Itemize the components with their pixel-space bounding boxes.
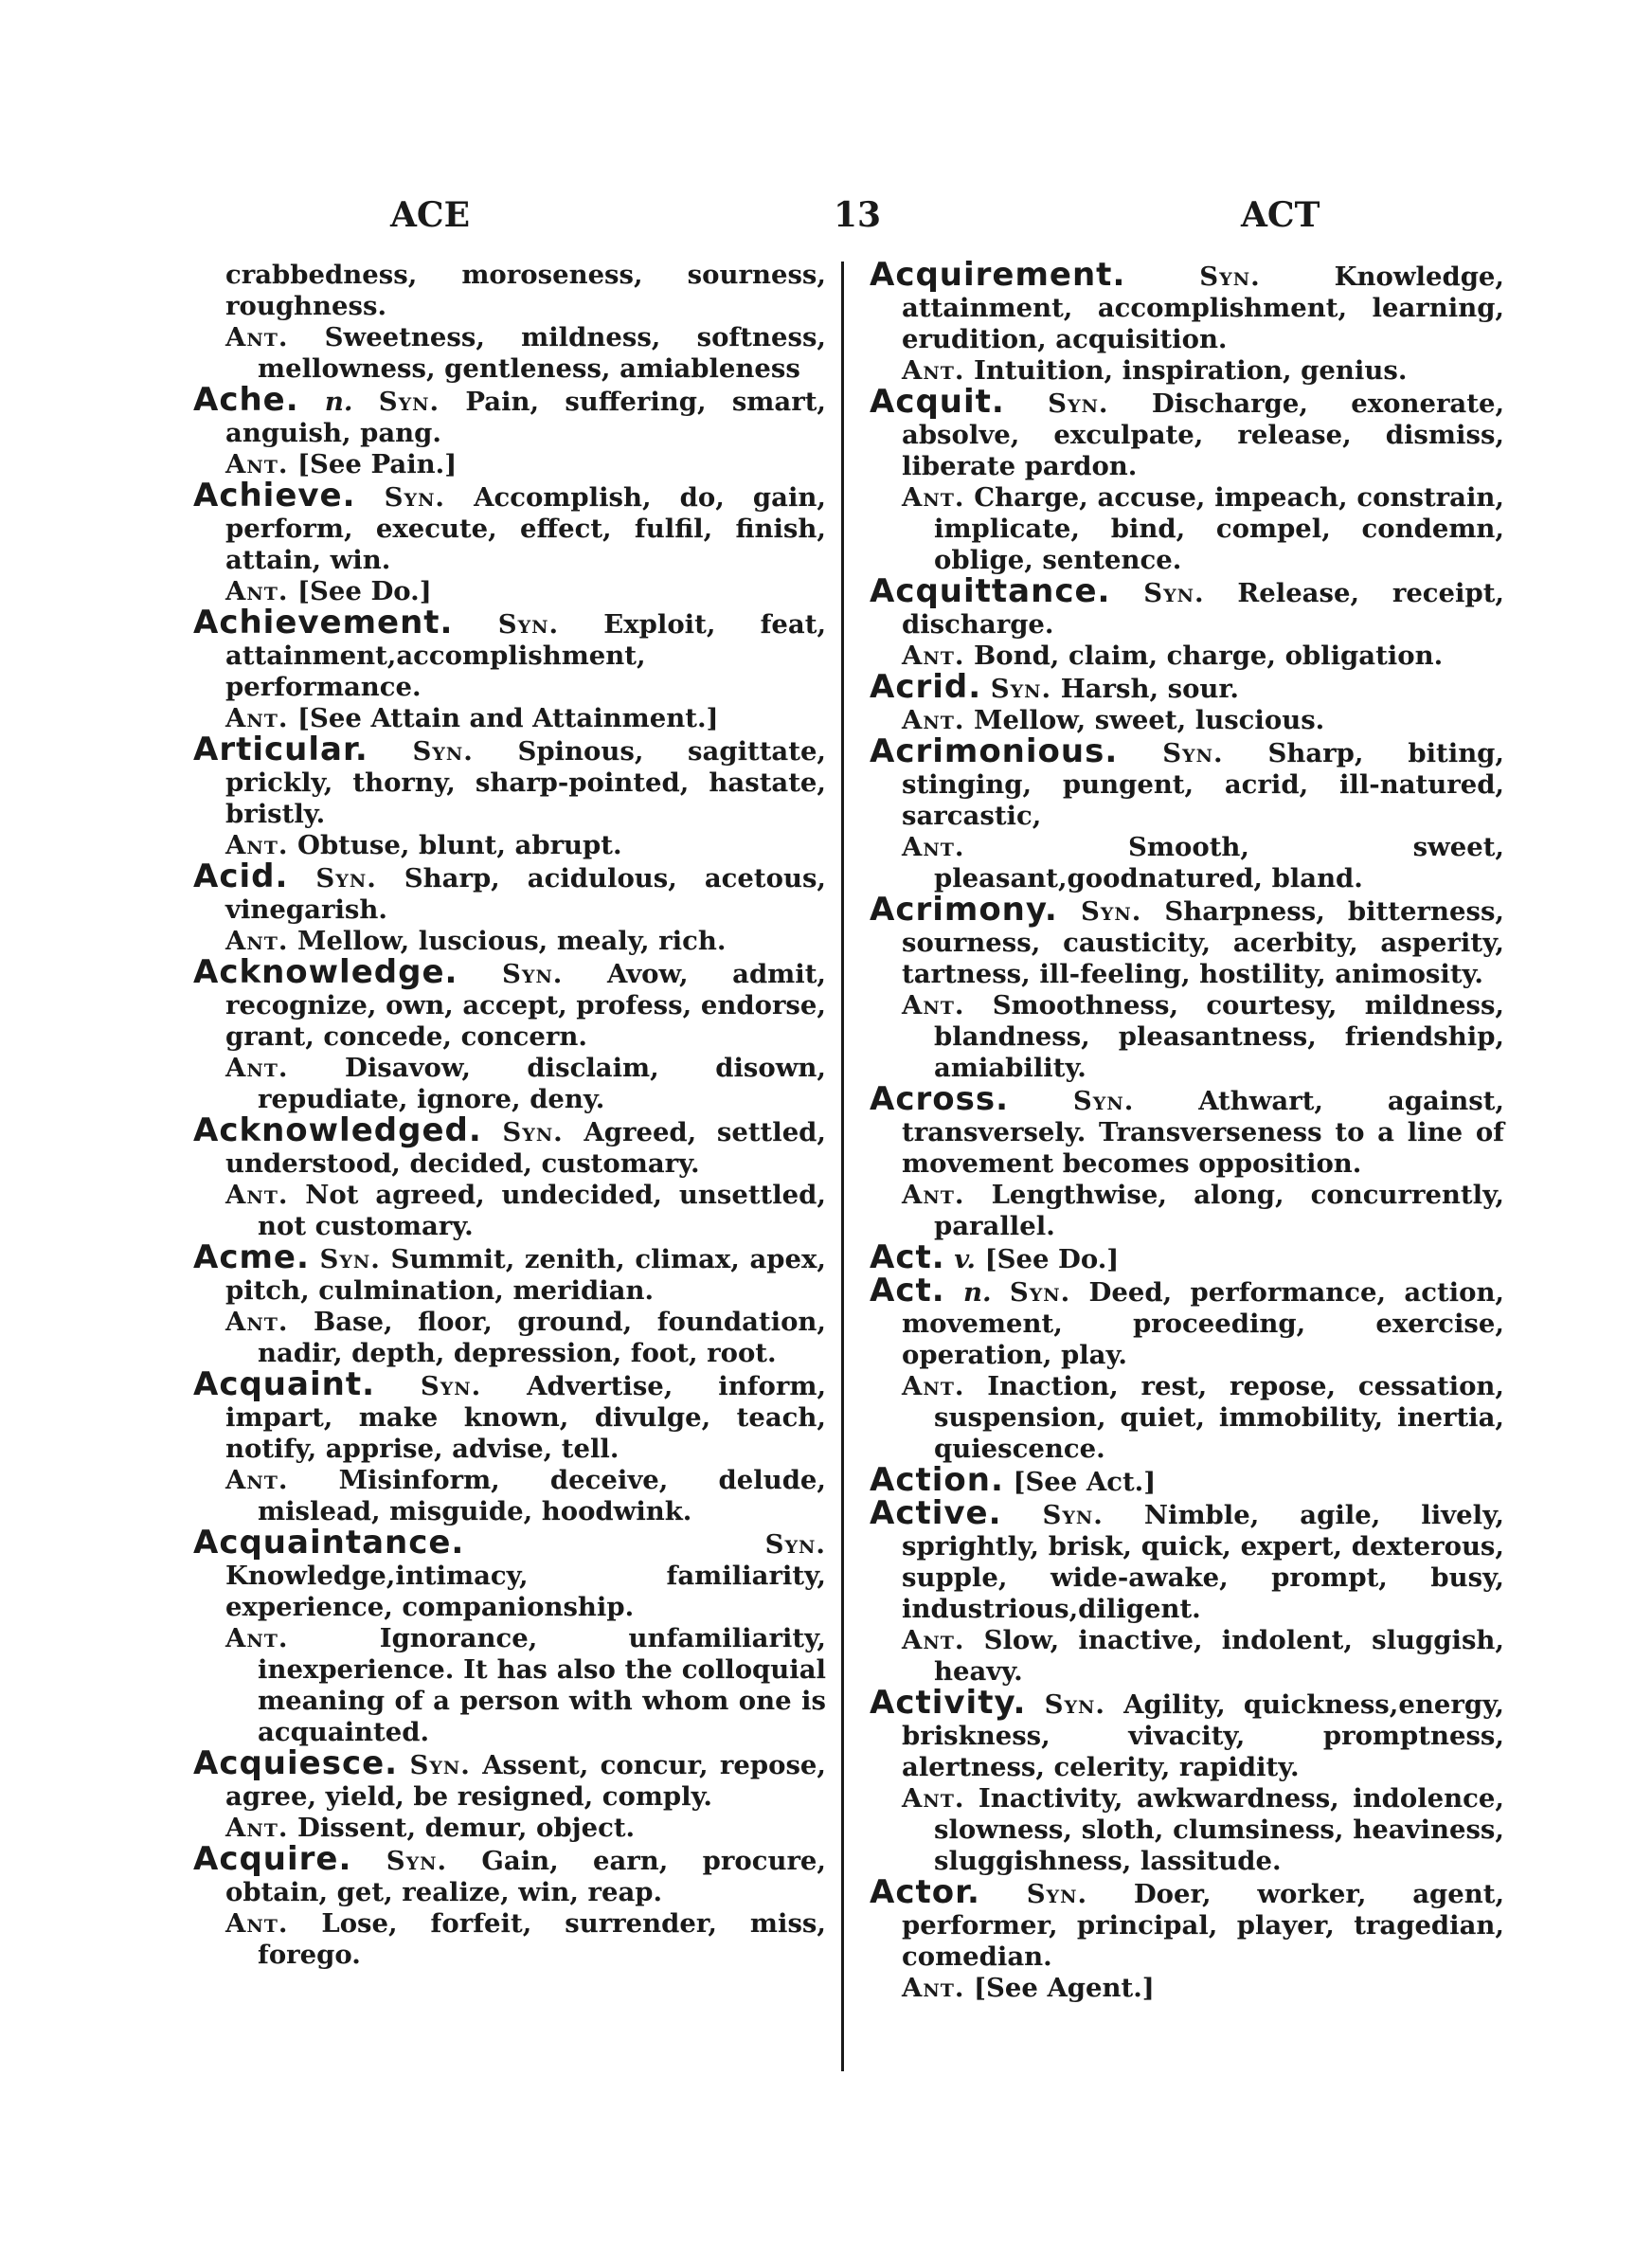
synonym-label: Syn. [1042, 1500, 1104, 1530]
dictionary-entry [193, 604, 827, 703]
synonym-label: Syn. [420, 1371, 482, 1401]
dictionary-entry [193, 1840, 827, 1908]
antonym-line [870, 1973, 1504, 2004]
definition-text: Deed, performance, action, movement, proceeding, exercise, operation, play. [902, 1277, 1505, 1370]
synonym-label: Syn. [315, 863, 377, 894]
synonym-label: Syn. [502, 1117, 564, 1147]
continued-text [193, 260, 826, 322]
page-number: 13 [834, 195, 882, 235]
headword: Acquiesce. [193, 1744, 399, 1782]
dictionary-entry [870, 572, 1505, 641]
dictionary-entry [193, 731, 827, 830]
headword: Acquire. [193, 1840, 352, 1878]
antonym-label: Ant. [902, 482, 965, 513]
definition-text: Sharp, biting, stinging, pungent, acrid, ill-natured, sarcastic, [902, 738, 1504, 831]
antonym-text: Sweetness, mildness, softness, mellowness, gentleness, amiableness [258, 322, 826, 384]
headword: Articular. [193, 731, 368, 768]
synonym-label: Syn. [1026, 1879, 1088, 1909]
definition-text: Knowledge, attainment, accomplishment, learning, erudition, acquisition. [902, 262, 1504, 354]
antonym-label: Ant. [225, 449, 289, 479]
antonym-label: Ant. [225, 830, 289, 860]
dictionary-entry [193, 1365, 827, 1465]
antonym-line [193, 1465, 826, 1527]
antonym-line [193, 1623, 826, 1748]
dictionary-entry [870, 732, 1504, 832]
dictionary-entry [870, 1684, 1504, 1783]
antonym-label: Ant. [902, 1625, 965, 1655]
antonym-label: Ant. [902, 1371, 965, 1401]
antonym-label: Ant. [225, 1623, 289, 1653]
headword: Acrid. [870, 668, 982, 706]
headword: Acquittance. [870, 572, 1111, 610]
antonym-line [193, 322, 826, 385]
headword: Acquaintance. [193, 1524, 465, 1562]
antonym-text: [See Do.] [297, 576, 432, 606]
antonym-label: Ant. [225, 576, 289, 606]
antonym-text: Disavow, disclaim, disown, repudiate, ignore, deny. [258, 1053, 826, 1114]
antonym-label: Ant. [225, 926, 289, 956]
headword: Activity. [870, 1684, 1027, 1722]
definition-text: Nimble, agile, lively, sprightly, brisk, quick, expert, dexterous, supple, wide-awake, prompt, busy, industrious,diligent. [902, 1500, 1504, 1624]
synonym-label: Syn. [502, 959, 564, 989]
dictionary-entry [193, 1524, 826, 1623]
antonym-text: Smooth, sweet, pleasant,goodnatured, bland. [934, 832, 1504, 894]
antonym-label: Ant. [225, 703, 289, 733]
right-column [870, 256, 1505, 2004]
definition-text: Accomplish, do, gain, perform, execute, effect, fulfil, finish, attain, win. [225, 482, 826, 575]
synonym-label: Syn. [1044, 1689, 1105, 1720]
dictionary-entry [193, 858, 827, 926]
synonym-label: Syn. [1080, 896, 1142, 927]
synonym-label: Syn. [1162, 738, 1224, 768]
definition-text: Knowledge,intimacy, familiarity, experience, companionship. [225, 1561, 826, 1622]
synonym-label: Syn. [386, 1846, 448, 1876]
synonym-label: Syn. [1143, 578, 1205, 608]
headword: Acquaint. [193, 1365, 375, 1403]
synonym-label: Syn. [1009, 1277, 1071, 1308]
antonym-text: Slow, inactive, indolent, sluggish, heavy. [934, 1625, 1504, 1687]
definition-text: Doer, worker, agent, performer, principal, player, tragedian, comedian. [902, 1879, 1505, 1972]
definition-text: Agility, quickness,energy, briskness, vivacity, promptness, alertness, celerity, rapidity. [902, 1689, 1504, 1782]
headword: Act. [870, 1238, 945, 1276]
synonym-label: Syn. [990, 674, 1052, 704]
headword: Acid. [193, 858, 289, 895]
definition-text: Exploit, feat, attainment,accomplishment, performance. [225, 609, 827, 702]
dictionary-entry [870, 1873, 1505, 1973]
antonym-text: Inactivity, awkwardness, indolence, slowness, sloth, clumsiness, heaviness, sluggishness, lassitude. [934, 1783, 1504, 1876]
header-left-guide-word: ACE [390, 195, 471, 235]
antonym-line [870, 1783, 1504, 1877]
dictionary-entry [193, 1238, 826, 1307]
definition-text: Gain, earn, procure, obtain, get, realize, win, reap. [225, 1846, 827, 1907]
antonym-line [870, 1180, 1504, 1242]
headword: Acquirement. [870, 256, 1126, 294]
definition-text: Avow, admit, recognize, own, accept, profess, endorse, grant, concede, concern. [225, 959, 826, 1052]
antonym-label: Ant. [902, 641, 965, 671]
definition-text: [See Do.] [984, 1244, 1120, 1274]
antonym-text: [See Pain.] [297, 449, 458, 479]
part-of-speech: n. [962, 1277, 992, 1308]
headword: Action. [870, 1461, 1004, 1499]
antonym-label: Ant. [902, 1180, 965, 1210]
headword: Acme. [193, 1238, 310, 1276]
antonym-label: Ant. [902, 832, 965, 862]
definition-text: Agreed, settled, understood, decided, customary. [225, 1117, 826, 1179]
dictionary-entry [193, 953, 826, 1053]
antonym-label: Ant. [902, 705, 965, 735]
antonym-text: Base, floor, ground, foundation, nadir, depth, depression, foot, root. [258, 1307, 826, 1368]
dictionary-entry [193, 1111, 826, 1180]
dictionary-entry [870, 1080, 1504, 1180]
antonym-line [870, 832, 1504, 894]
definition-text: Sharpness, bitterness, sourness, causticity, acerbity, asperity, tartness, ill-feeling, hostility, animosity. [902, 896, 1505, 989]
headword: Across. [870, 1080, 1009, 1118]
antonym-text: Smoothness, courtesy, mildness, blandness, pleasantness, friendship, amiability. [934, 990, 1504, 1083]
definition-text: Discharge, exonerate, absolve, exculpate, release, dismiss, liberate pardon. [902, 388, 1505, 481]
antonym-text: Bond, claim, charge, obligation. [974, 641, 1444, 671]
antonym-line [193, 1053, 826, 1115]
antonym-text: Dissent, demur, object. [297, 1813, 636, 1843]
dictionary-entry [870, 1238, 1504, 1276]
headword: Achievement. [193, 604, 454, 641]
synonym-label: Syn. [412, 736, 474, 767]
antonym-label: Ant. [902, 990, 965, 1020]
headword: Acknowledged. [193, 1111, 482, 1149]
headword: Ache. [193, 381, 299, 419]
antonym-line [193, 1307, 826, 1369]
synonym-label: Syn. [497, 609, 560, 640]
headword: Actor. [870, 1873, 980, 1911]
antonym-text: Obtuse, blunt, abrupt. [297, 830, 622, 860]
antonym-label: Ant. [225, 1465, 289, 1495]
antonym-line [870, 1371, 1504, 1465]
antonym-label: Ant. [225, 1180, 289, 1210]
antonym-label: Ant. [902, 1973, 965, 2003]
synonym-label: Syn. [319, 1244, 381, 1274]
dictionary-entry [193, 477, 826, 576]
antonym-label: Ant. [225, 1307, 289, 1337]
definition-text: Sharp, acidulous, acetous, vinegarish. [225, 863, 827, 925]
definition-text: Harsh, sour. [1060, 674, 1239, 704]
headword: Acknowledge. [193, 953, 458, 991]
dictionary-entry [870, 256, 1504, 355]
dictionary-entry [870, 1494, 1504, 1625]
antonym-text: Lose, forfeit, surrender, miss, forego. [258, 1908, 826, 1970]
header-right-guide-word: ACT [1241, 195, 1320, 235]
headword: Acrimonious. [870, 732, 1119, 770]
left-column [193, 260, 826, 1971]
dictionary-entry [193, 381, 826, 449]
dictionary-entry [193, 1744, 827, 1813]
column-divider [841, 262, 844, 2071]
antonym-text: [See Agent.] [974, 1973, 1155, 2003]
antonym-label: Ant. [225, 1813, 289, 1843]
dictionary-entry [870, 1272, 1505, 1371]
antonym-label: Ant. [225, 322, 289, 352]
antonym-line [193, 1908, 826, 1971]
definition-text: crabbedness, moroseness, sourness, roughness. [225, 260, 826, 321]
antonym-text: Not agreed, undecided, unsettled, not customary. [258, 1180, 826, 1241]
antonym-text: Lengthwise, along, concurrently, parallel. [934, 1180, 1504, 1241]
headword: Act. [870, 1272, 945, 1309]
synonym-label: Syn. [409, 1750, 471, 1780]
headword: Achieve. [193, 477, 356, 515]
antonym-text: Mellow, luscious, mealy, rich. [297, 926, 727, 956]
synonym-label: Syn. [378, 387, 440, 417]
antonym-text: Inaction, rest, repose, cessation, suspension, quiet, immobility, inertia, quiescence. [934, 1371, 1505, 1464]
dictionary-entry [870, 1461, 1504, 1499]
synonym-label: Syn. [1199, 262, 1261, 292]
synonym-label: Syn. [384, 482, 446, 513]
antonym-text: Ignorance, unfamiliarity, inexperience. It has also the colloquial meaning of a person with whom one is acquainted. [258, 1623, 826, 1747]
dictionary-entry [870, 891, 1505, 990]
synonym-label: Syn. [764, 1529, 826, 1560]
definition-text: Pain, suffering, smart, anguish, pang. [225, 387, 826, 448]
definition-text: [See Act.] [1013, 1467, 1157, 1497]
definition-text: Summit, zenith, climax, apex, pitch, culmination, meridian. [225, 1244, 826, 1306]
antonym-text: Intuition, inspiration, genius. [974, 355, 1408, 386]
antonym-label: Ant. [902, 355, 965, 386]
antonym-line [870, 990, 1504, 1084]
antonym-text: [See Attain and Attainment.] [297, 703, 719, 733]
antonym-text: Misinform, deceive, delude, mislead, misguide, hoodwink. [258, 1465, 826, 1526]
headword: Acquit. [870, 383, 1005, 421]
definition-text: Spinous, sagittate, prickly, thorny, sharp-pointed, hastate, bristly. [225, 736, 827, 829]
part-of-speech: n. [324, 387, 353, 417]
definition-text: Advertise, inform, impart, make known, divulge, teach, notify, apprise, advise, tell. [225, 1371, 827, 1464]
antonym-line [870, 482, 1504, 576]
dictionary-entry [870, 668, 1504, 706]
definition-text: Release, receipt, discharge. [902, 578, 1505, 640]
definition-text: Assent, concur, repose, agree, yield, be resigned, comply. [225, 1750, 827, 1812]
synonym-label: Syn. [1048, 388, 1109, 419]
definition-text: Athwart, against, transversely. Transverseness to a line of movement becomes opposition. [902, 1086, 1504, 1179]
part-of-speech: v. [954, 1244, 977, 1274]
antonym-label: Ant. [902, 1783, 965, 1814]
dictionary-entry [870, 383, 1505, 482]
headword: Acrimony. [870, 891, 1058, 929]
running-header [0, 195, 1652, 243]
antonym-label: Ant. [225, 1053, 289, 1083]
antonym-line [193, 1180, 826, 1242]
antonym-text: Mellow, sweet, luscious. [974, 705, 1325, 735]
antonym-label: Ant. [225, 1908, 289, 1939]
headword: Active. [870, 1494, 1002, 1532]
synonym-label: Syn. [1072, 1086, 1135, 1116]
antonym-line [870, 1625, 1504, 1688]
antonym-text: Charge, accuse, impeach, constrain, implicate, bind, compel, condemn, oblige, sentence. [934, 482, 1504, 575]
